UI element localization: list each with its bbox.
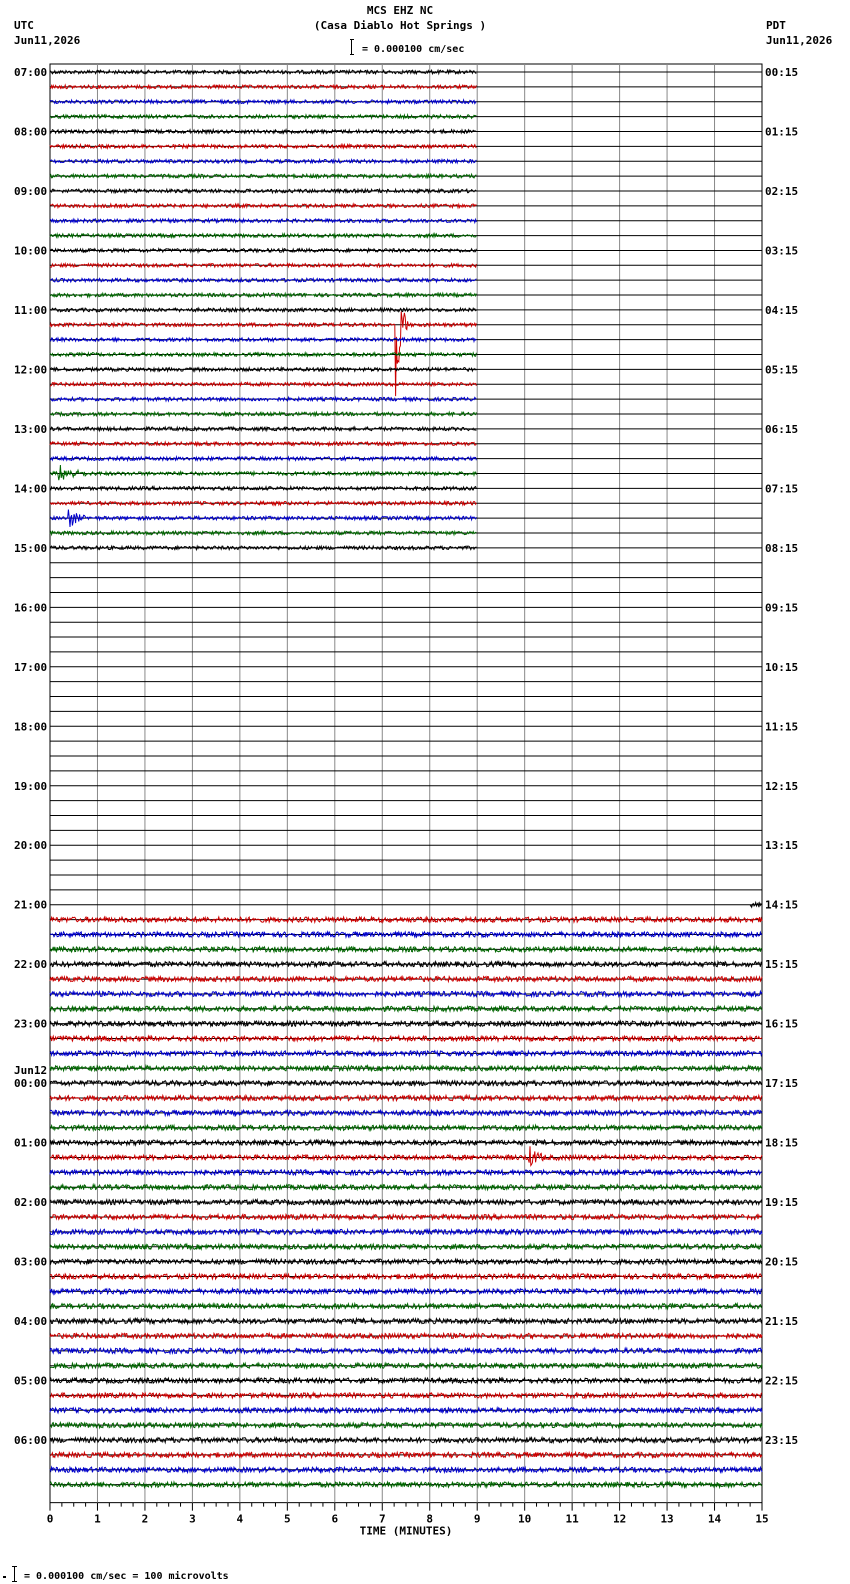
seismic-trace — [50, 1408, 762, 1413]
utc-hour-label: 01:00 — [14, 1136, 48, 1150]
x-tick-label: 7 — [378, 1512, 386, 1526]
utc-hour-label: 16:00 — [14, 601, 48, 615]
station-title: MCS EHZ NC — [366, 4, 434, 17]
utc-hour-label: 10:00 — [14, 244, 48, 258]
seismic-trace — [50, 1229, 762, 1234]
scale-label: = 0.000100 cm/sec — [362, 44, 465, 55]
seismic-trace — [50, 531, 476, 535]
pdt-hour-label: 20:15 — [765, 1255, 799, 1269]
utc-hour-label: 09:00 — [14, 184, 48, 198]
seismic-trace — [50, 1289, 762, 1294]
utc-hour-label: 13:00 — [14, 422, 48, 436]
seismic-trace — [50, 1185, 762, 1190]
pdt-hour-label: 13:15 — [765, 839, 799, 853]
pdt-hour-label: 17:15 — [765, 1077, 799, 1091]
utc-hour-label: 18:00 — [14, 720, 48, 734]
seismic-trace — [50, 1146, 762, 1165]
seismic-trace — [50, 465, 476, 480]
seismic-trace — [50, 1319, 762, 1324]
x-tick-label: 12 — [612, 1512, 627, 1526]
pdt-hour-label: 07:15 — [765, 482, 799, 496]
pdt-hour-label: 03:15 — [765, 244, 799, 258]
seismic-trace — [50, 1363, 762, 1368]
pdt-hour-label: 16:15 — [765, 1017, 799, 1031]
pdt-hour-label: 00:15 — [765, 66, 799, 79]
seismic-trace — [50, 100, 476, 104]
seismic-trace — [50, 174, 476, 178]
x-tick-label: 5 — [284, 1512, 291, 1526]
seismic-trace — [50, 1066, 762, 1071]
seismic-trace — [50, 85, 476, 89]
pdt-hour-label: 04:15 — [765, 303, 799, 317]
left-timezone: UTC — [14, 19, 34, 32]
seismic-trace — [50, 1140, 762, 1145]
utc-hour-label: 15:00 — [14, 541, 48, 555]
utc-hour-label: 12:00 — [14, 363, 48, 377]
pdt-hour-label: 18:15 — [765, 1136, 799, 1150]
pdt-hour-label: 11:15 — [765, 720, 799, 734]
pdt-hour-label: 09:15 — [765, 601, 799, 615]
utc-hour-label: 23:00 — [14, 1017, 48, 1031]
footer-scale-icon — [3, 1566, 17, 1582]
x-tick-label: 4 — [236, 1512, 244, 1526]
x-axis-label: TIME (MINUTES) — [359, 1524, 453, 1538]
utc-hour-label: 04:00 — [14, 1315, 48, 1329]
pdt-hour-label: 08:15 — [765, 541, 799, 555]
seismic-trace — [50, 1021, 762, 1026]
x-tick-label: 6 — [331, 1512, 339, 1526]
utc-hour-label: 17:00 — [14, 660, 48, 674]
seismic-trace — [50, 264, 476, 268]
seismic-trace — [50, 397, 476, 401]
seismic-trace — [50, 1081, 762, 1086]
x-tick-label: 3 — [189, 1512, 196, 1526]
utc-hour-label: 03:00 — [14, 1255, 48, 1269]
x-tick-label: 1 — [94, 1512, 101, 1526]
x-tick-label: 8 — [426, 1512, 434, 1526]
utc-hour-label: 08:00 — [14, 125, 48, 139]
utc-hour-label: 05:00 — [14, 1374, 48, 1388]
pdt-hour-label: 02:15 — [765, 184, 799, 198]
right-timezone: PDT — [766, 19, 786, 32]
utc-hour-label: 19:00 — [14, 779, 48, 793]
footer-scale-label: = 0.000100 cm/sec = 100 microvolts — [24, 1571, 229, 1582]
date-change-label: Jun12 — [14, 1064, 48, 1078]
x-tick-label: 0 — [46, 1512, 54, 1526]
utc-hour-label: 20:00 — [14, 839, 48, 853]
utc-hour-label: 02:00 — [14, 1196, 48, 1210]
x-tick-label: 15 — [755, 1512, 769, 1526]
utc-hour-label: 11:00 — [14, 303, 48, 317]
utc-hour-label: 21:00 — [14, 898, 48, 912]
seismic-trace — [50, 1378, 762, 1383]
pdt-hour-label: 19:15 — [765, 1196, 799, 1210]
utc-hour-label: 14:00 — [14, 482, 48, 496]
x-tick-label: 9 — [473, 1512, 481, 1526]
utc-hour-label: 00:00 — [14, 1077, 48, 1091]
seismic-trace — [50, 442, 476, 446]
pdt-hour-label: 10:15 — [765, 660, 799, 674]
pdt-hour-label: 01:15 — [765, 125, 799, 139]
pdt-hour-label: 21:15 — [765, 1315, 799, 1329]
utc-hour-label: 06:00 — [14, 1434, 48, 1448]
seismic-trace — [50, 70, 476, 74]
x-tick-label: 2 — [141, 1512, 149, 1526]
pdt-hour-label: 23:15 — [765, 1434, 799, 1448]
seismic-trace — [50, 1036, 762, 1041]
pdt-hour-label: 15:15 — [765, 958, 799, 972]
left-date: Jun11,2026 — [14, 34, 81, 47]
seismic-trace — [50, 932, 762, 937]
pdt-hour-label: 14:15 — [765, 898, 799, 912]
pdt-hour-label: 12:15 — [765, 779, 799, 793]
x-tick-label: 10 — [518, 1512, 532, 1526]
pdt-hour-label: 06:15 — [765, 422, 799, 436]
right-date: Jun11,2026 — [766, 34, 833, 47]
seismic-trace — [50, 293, 476, 297]
station-location: (Casa Diablo Hot Springs ) — [313, 19, 487, 32]
seismic-trace — [50, 204, 476, 208]
pdt-hour-label: 22:15 — [765, 1374, 799, 1388]
seismic-trace — [50, 130, 476, 134]
pdt-hour-label: 05:15 — [765, 363, 799, 377]
x-tick-label: 14 — [707, 1512, 722, 1526]
x-tick-label: 13 — [660, 1512, 674, 1526]
utc-hour-label: 07:00 — [14, 66, 48, 79]
utc-hour-label: 22:00 — [14, 958, 48, 972]
x-tick-label: 11 — [565, 1512, 579, 1526]
